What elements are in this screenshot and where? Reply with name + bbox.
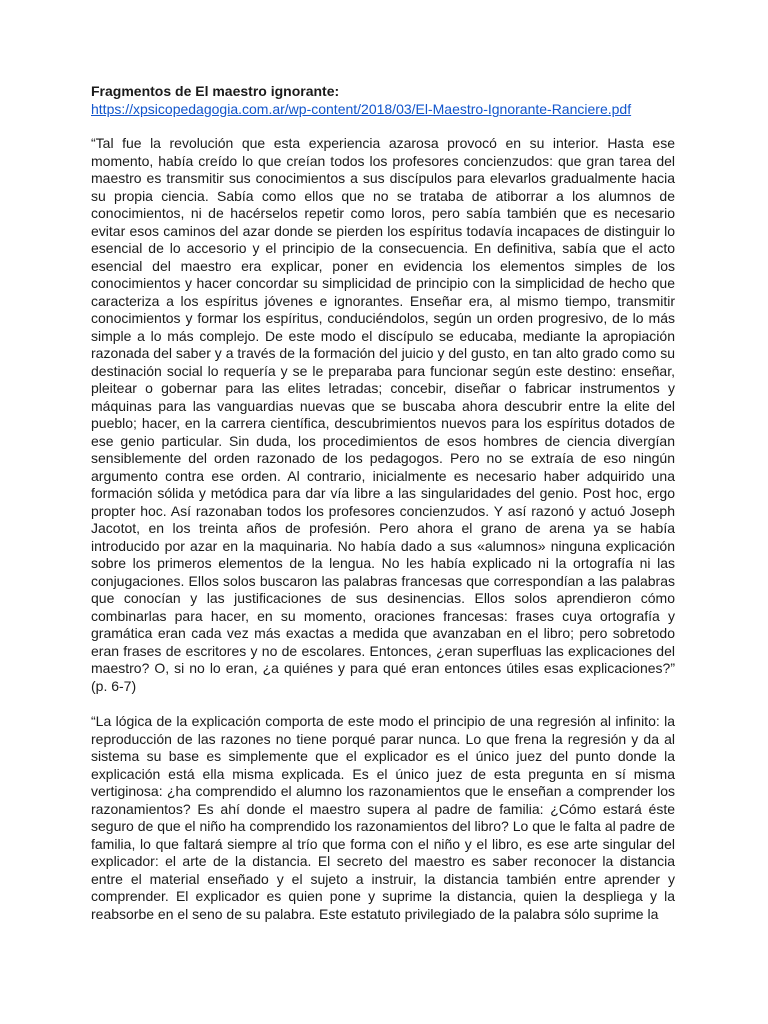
quote-paragraph-2: “La lógica de la explicación comporta de este modo el principio de una regresión al infinito: la reproducción de las razones no tiene porqué parar nunca. Lo que frena la regresión y da al sistema su base es simplemente que el explicador es el único juez del punto donde la explicación está ella misma explicada. Es el único juez de esta pregunta en sí misma vertiginosa: ¿ha comprendido el alumno los razonamientos que le enseñan a comprender los razonamientos? Es ahí donde el maestro supera al padre de familia: ¿Cómo estará éste seguro de que el niño ha comprendido los razonamientos del libro? Lo que le falta al padre de familia, lo que faltará siempre al trío que forma con el niño y el libro, es ese arte singular del explicador: el arte de la distancia. El secreto del maestro es saber reconocer la distancia entre el material enseñado y el sujeto a instruir, la distancia también entre aprender y comprender. El explicador es quien pone y suprime la distancia, quien la despliega y la reabsorbe en el seno de su palabra. Este estatuto privilegiado de la palabra sólo suprime la	[91, 713, 675, 922]
document-title: Fragmentos de El maestro ignorante:	[91, 83, 340, 99]
spacer	[91, 695, 675, 713]
source-link[interactable]: https://xpsicopedagogia.com.ar/wp-content/2018/03/El-Maestro-Ignorante-Ranciere.pdf	[91, 101, 632, 117]
document-page	[91, 82, 675, 923]
spacer	[91, 118, 675, 135]
quote-paragraph-1: “Tal fue la revolución que esta experiencia azarosa provocó en su interior. Hasta ese momento, había creído lo que creían todos los profesores concienzudos: que gran tarea del maestro es transmitir sus conocimientos a sus discípulos para elevarlos gradualmente hacia su propia ciencia. Sabía como ellos que no se trataba de atiborrar a los alumnos de conocimientos, ni de hacérselos repetir como loros, pero sabía también que es necesario evitar esos caminos del azar donde se pierden los espíritus todavía incapaces de distinguir lo esencial de lo accesorio y el principio de la consecuencia. En definitiva, sabía que el acto esencial del maestro era explicar, poner en evidencia los elementos simples de los conocimientos y hacer concordar su simplicidad de principio con la simplicidad de hecho que caracteriza a los espíritus jóvenes e ignorantes. Enseñar era, al mismo tiempo, transmitir conocimientos y formar los espíritus, conduciéndolos, según un orden progresivo, de lo más simple a lo más complejo. De este modo el discípulo se educaba, mediante la apropiación razonada del saber y a través de la formación del juicio y del gusto, en tan alto grado como su destinación social lo requería y se le preparaba para funcionar según este destino: enseñar, pleitear o gobernar para las elites letradas; concebir, diseñar o fabricar instrumentos y máquinas para las vanguardias nuevas que se buscaba ahora descubrir entre la elite del pueblo; hacer, en la carrera científica, descubrimientos nuevos para los espíritus dotados de ese genio particular. Sin duda, los procedimientos de esos hombres de ciencia divergían sensiblemente del orden razonado de los pedagogos. Pero no se extraía de eso ningún argumento contra ese orden. Al contrario, inicialmente es necesario haber adquirido una formación sólida y metódica para dar vía libre a las singularidades del genio. Post hoc, ergo propter hoc. Así razonaban todos los profesores concienzudos. Y así razonó y actuó Joseph Jacotot, en los treinta años de profesión. Pero ahora el grano de arena ya se había introducido por azar en la maquinaria. No había dado a sus «alumnos» ninguna explicación sobre los primeros elementos de la lengua. No les había explicado ni la ortografía ni las conjugaciones. Ellos solos buscaron las palabras francesas que correspondían a las palabras que conocían y las justificaciones de sus desinencias. Ellos solos aprendieron cómo combinarlas para hacer, en su momento, oraciones francesas: frases cuya ortografía y gramática eran cada vez más exactas a medida que avanzaban en el libro; pero sobretodo eran frases de escritores y no de escolares. Entonces, ¿eran superfluas las explicaciones del maestro? O, si no lo eran, ¿a quiénes y para qué eran entonces útiles esas explicaciones?” (p. 6-7)	[91, 135, 675, 694]
